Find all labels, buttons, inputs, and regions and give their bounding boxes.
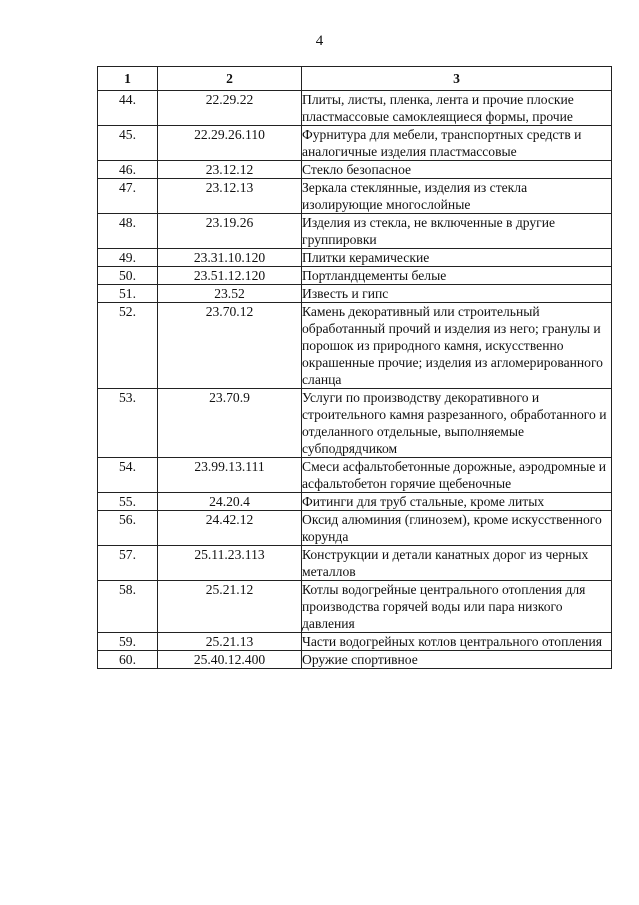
row-name: Оксид алюминия (глинозем), кроме искусственного корунда: [302, 511, 612, 546]
row-number: 46.: [98, 161, 158, 179]
table-row: [98, 581, 612, 633]
table-row: [98, 285, 612, 303]
table-row: [98, 249, 612, 267]
table-row: [98, 303, 612, 389]
row-code: 23.31.10.120: [158, 249, 302, 267]
row-number: 51.: [98, 285, 158, 303]
table-row: [98, 179, 612, 214]
row-code: 23.99.13.111: [158, 458, 302, 493]
row-number: 60.: [98, 651, 158, 669]
row-code: 25.21.12: [158, 581, 302, 633]
row-number: 50.: [98, 267, 158, 285]
row-code: 23.12.12: [158, 161, 302, 179]
table-row: [98, 651, 612, 669]
row-code: 23.70.12: [158, 303, 302, 389]
row-name: Камень декоративный или строительный обработанный прочий и изделия из него; гранулы и порошок из природного камня, искусственно окрашенные прочие; изделия из агломерированного сланца: [302, 303, 612, 389]
row-number: 57.: [98, 546, 158, 581]
row-name: Плиты, листы, пленка, лента и прочие плоские пластмассовые самоклеящиеся формы, прочие: [302, 91, 612, 126]
table-row: [98, 267, 612, 285]
row-number: 59.: [98, 633, 158, 651]
row-code: 24.42.12: [158, 511, 302, 546]
row-number: 49.: [98, 249, 158, 267]
row-name: Известь и гипс: [302, 285, 612, 303]
row-name: Конструкции и детали канатных дорог из черных металлов: [302, 546, 612, 581]
row-name: Оружие спортивное: [302, 651, 612, 669]
row-code: 23.70.9: [158, 389, 302, 458]
table-header-row: [98, 67, 612, 91]
row-code: 23.52: [158, 285, 302, 303]
page-number: 4: [315, 33, 324, 49]
row-code: 25.40.12.400: [158, 651, 302, 669]
row-number: 56.: [98, 511, 158, 546]
row-number: 44.: [98, 91, 158, 126]
row-name: Котлы водогрейные центрального отопления для производства горячей воды или пара низкого давления: [302, 581, 612, 633]
row-number: 47.: [98, 179, 158, 214]
header-col-2: 2: [158, 67, 302, 91]
row-number: 58.: [98, 581, 158, 633]
row-code: 23.19.26: [158, 214, 302, 249]
row-code: 25.11.23.113: [158, 546, 302, 581]
table-body: [98, 91, 612, 669]
row-code: 23.51.12.120: [158, 267, 302, 285]
table-row: [98, 493, 612, 511]
row-code: 22.29.22: [158, 91, 302, 126]
table-row: [98, 633, 612, 651]
row-code: 23.12.13: [158, 179, 302, 214]
table-row: [98, 161, 612, 179]
table-row: [98, 214, 612, 249]
table-row: [98, 458, 612, 493]
row-name: Портландцементы белые: [302, 267, 612, 285]
row-number: 48.: [98, 214, 158, 249]
row-name: Фитинги для труб стальные, кроме литых: [302, 493, 612, 511]
row-name: Стекло безопасное: [302, 161, 612, 179]
row-code: 25.21.13: [158, 633, 302, 651]
table-row: [98, 511, 612, 546]
row-name: Смеси асфальтобетонные дорожные, аэродромные и асфальтобетон горячие щебеночные: [302, 458, 612, 493]
row-number: 45.: [98, 126, 158, 161]
row-number: 52.: [98, 303, 158, 389]
header-col-1: 1: [98, 67, 158, 91]
table-row: [98, 546, 612, 581]
row-name: Фурнитура для мебели, транспортных средств и аналогичные изделия пластмассовые: [302, 126, 612, 161]
table-row: [98, 126, 612, 161]
row-number: 55.: [98, 493, 158, 511]
table-row: [98, 91, 612, 126]
header-col-3: 3: [302, 67, 612, 91]
row-name: Плитки керамические: [302, 249, 612, 267]
row-code: 22.29.26.110: [158, 126, 302, 161]
document-table: [97, 66, 612, 669]
row-name: Услуги по производству декоративного и строительного камня разрезанного, обработанного и отделанного отдельные, выполняемые субподрядчиком: [302, 389, 612, 458]
row-name: Части водогрейных котлов центрального отопления: [302, 633, 612, 651]
row-name: Изделия из стекла, не включенные в другие группировки: [302, 214, 612, 249]
row-name: Зеркала стеклянные, изделия из стекла изолирующие многослойные: [302, 179, 612, 214]
row-code: 24.20.4: [158, 493, 302, 511]
row-number: 53.: [98, 389, 158, 458]
row-number: 54.: [98, 458, 158, 493]
table-row: [98, 389, 612, 458]
